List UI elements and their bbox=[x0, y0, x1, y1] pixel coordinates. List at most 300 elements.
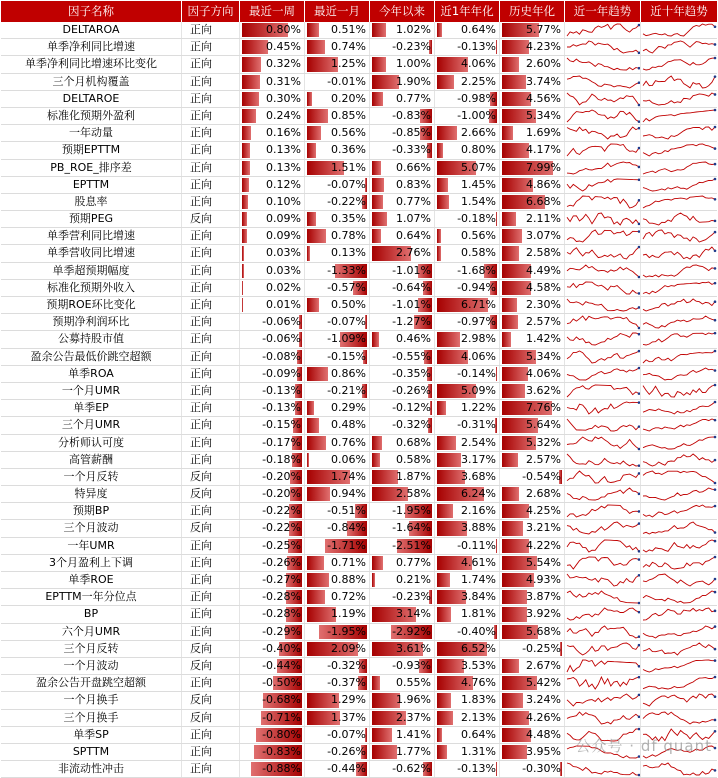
return-cell bbox=[240, 710, 305, 726]
factor-direction: 正向 bbox=[182, 331, 240, 347]
one-year-trend-sparkline bbox=[565, 538, 641, 554]
return-cell bbox=[370, 710, 435, 726]
return-value: -1.09% bbox=[327, 332, 366, 345]
return-cell bbox=[305, 469, 370, 485]
return-value: 5.77% bbox=[526, 23, 561, 36]
factor-name: 六个月UMR bbox=[1, 624, 182, 640]
return-cell bbox=[500, 228, 565, 244]
return-cell bbox=[370, 331, 435, 347]
one-year-trend-sparkline bbox=[565, 245, 641, 261]
return-cell bbox=[240, 572, 305, 588]
return-cell bbox=[370, 91, 435, 107]
return-cell bbox=[435, 280, 500, 296]
return-cell bbox=[305, 108, 370, 124]
return-value: 0.21% bbox=[396, 573, 431, 586]
return-value: 4.25% bbox=[526, 504, 561, 517]
factor-name: PB_ROE_排序差 bbox=[1, 160, 182, 176]
table-row bbox=[1, 56, 717, 73]
return-value: 5.34% bbox=[526, 109, 561, 122]
return-value: 2.68% bbox=[526, 487, 561, 500]
table-row bbox=[1, 486, 717, 503]
ten-year-trend-sparkline bbox=[641, 74, 717, 90]
factor-direction: 反向 bbox=[182, 211, 240, 227]
ten-year-trend-sparkline bbox=[641, 520, 717, 536]
return-value: 2.30% bbox=[526, 298, 561, 311]
return-cell bbox=[240, 486, 305, 502]
ten-year-trend-sparkline bbox=[641, 349, 717, 365]
table-row bbox=[1, 692, 717, 709]
return-cell bbox=[435, 314, 500, 330]
header-cell: 因子方向 bbox=[182, 1, 240, 22]
one-year-trend-sparkline bbox=[565, 761, 641, 777]
return-value: 2.58% bbox=[526, 246, 561, 259]
return-cell bbox=[370, 263, 435, 279]
return-cell bbox=[435, 297, 500, 313]
value-bar bbox=[307, 229, 326, 243]
return-cell bbox=[435, 417, 500, 433]
return-cell bbox=[240, 314, 305, 330]
return-value: -0.54% bbox=[522, 470, 561, 483]
factor-direction: 正向 bbox=[182, 91, 240, 107]
value-bar bbox=[437, 728, 442, 742]
return-cell bbox=[305, 39, 370, 55]
return-cell bbox=[500, 177, 565, 193]
return-cell bbox=[435, 160, 500, 176]
return-cell bbox=[500, 469, 565, 485]
return-cell bbox=[240, 641, 305, 657]
watermark: 公众号 · df quant bbox=[576, 735, 712, 756]
return-cell bbox=[305, 435, 370, 451]
return-cell bbox=[500, 108, 565, 124]
return-value: 0.64% bbox=[396, 229, 431, 242]
value-bar bbox=[502, 487, 519, 501]
return-value: 4.06% bbox=[461, 57, 496, 70]
value-bar bbox=[502, 521, 523, 535]
ten-year-trend-sparkline bbox=[641, 125, 717, 141]
factor-name: 特异度 bbox=[1, 486, 182, 502]
value-bar bbox=[437, 332, 460, 346]
return-cell bbox=[370, 572, 435, 588]
return-cell bbox=[240, 74, 305, 90]
factor-name: DELTAROA bbox=[1, 22, 182, 38]
return-value: -0.11% bbox=[457, 539, 496, 552]
return-value: -0.64% bbox=[392, 281, 431, 294]
factor-name: 单季ROA bbox=[1, 366, 182, 382]
return-value: -1.95% bbox=[327, 625, 366, 638]
return-cell bbox=[305, 606, 370, 622]
one-year-trend-sparkline bbox=[565, 606, 641, 622]
return-value: 5.54% bbox=[526, 556, 561, 569]
return-value: -0.85% bbox=[392, 126, 431, 139]
return-cell bbox=[240, 452, 305, 468]
return-cell bbox=[240, 108, 305, 124]
value-bar bbox=[307, 23, 319, 37]
return-value: 3.92% bbox=[526, 607, 561, 620]
factor-name: 一年UMR bbox=[1, 538, 182, 554]
return-value: 0.02% bbox=[266, 281, 301, 294]
return-cell bbox=[435, 366, 500, 382]
return-value: -0.23% bbox=[392, 590, 431, 603]
return-cell bbox=[370, 349, 435, 365]
return-value: 0.06% bbox=[331, 453, 366, 466]
factor-name: 一个月波动 bbox=[1, 658, 182, 674]
factor-name: 三个月换手 bbox=[1, 710, 182, 726]
value-bar bbox=[372, 556, 383, 570]
factor-direction: 正向 bbox=[182, 555, 240, 571]
ten-year-trend-sparkline bbox=[641, 400, 717, 416]
value-bar bbox=[502, 315, 518, 329]
return-value: 0.77% bbox=[396, 92, 431, 105]
return-value: -0.97% bbox=[457, 315, 496, 328]
return-value: 1.42% bbox=[526, 332, 561, 345]
factor-direction: 正向 bbox=[182, 228, 240, 244]
return-cell bbox=[240, 297, 305, 313]
return-value: 4.49% bbox=[526, 264, 561, 277]
return-value: -0.94% bbox=[457, 281, 496, 294]
table-row bbox=[1, 555, 717, 572]
factor-direction: 反向 bbox=[182, 486, 240, 502]
return-cell bbox=[370, 692, 435, 708]
return-value: 0.58% bbox=[461, 246, 496, 259]
return-value: 0.48% bbox=[331, 418, 366, 431]
return-value: -0.29% bbox=[262, 625, 301, 638]
return-cell bbox=[240, 727, 305, 743]
return-value: 1.45% bbox=[461, 178, 496, 191]
return-value: 0.56% bbox=[331, 126, 366, 139]
return-value: 6.24% bbox=[461, 487, 496, 500]
return-cell bbox=[500, 400, 565, 416]
return-cell bbox=[435, 486, 500, 502]
ten-year-trend-sparkline bbox=[641, 314, 717, 330]
return-cell bbox=[435, 245, 500, 261]
return-value: 3.17% bbox=[461, 453, 496, 466]
return-cell bbox=[240, 263, 305, 279]
return-value: -0.26% bbox=[327, 745, 366, 758]
return-value: 2.67% bbox=[526, 659, 561, 672]
table-header bbox=[1, 1, 717, 22]
one-year-trend-sparkline bbox=[565, 675, 641, 691]
ten-year-trend-sparkline bbox=[641, 263, 717, 279]
table-row bbox=[1, 349, 717, 366]
one-year-trend-sparkline bbox=[565, 435, 641, 451]
return-cell bbox=[435, 589, 500, 605]
value-bar bbox=[437, 745, 447, 759]
value-bar bbox=[496, 367, 497, 381]
value-bar bbox=[502, 367, 528, 381]
return-value: 4.06% bbox=[526, 367, 561, 380]
return-cell bbox=[370, 22, 435, 38]
ten-year-trend-sparkline bbox=[641, 572, 717, 588]
value-bar bbox=[307, 401, 314, 415]
ten-year-trend-sparkline bbox=[641, 692, 717, 708]
return-value: -0.50% bbox=[262, 676, 301, 689]
value-bar bbox=[437, 23, 442, 37]
return-value: 2.25% bbox=[461, 75, 496, 88]
value-bar bbox=[242, 109, 256, 123]
header-cell: 近十年趋势 bbox=[641, 1, 717, 22]
table-row bbox=[1, 675, 717, 692]
return-value: 3.88% bbox=[461, 521, 496, 534]
return-cell bbox=[240, 555, 305, 571]
return-value: -0.32% bbox=[392, 418, 431, 431]
value-bar bbox=[437, 178, 448, 192]
factor-direction: 正向 bbox=[182, 744, 240, 760]
factor-direction: 正向 bbox=[182, 142, 240, 158]
return-cell bbox=[435, 606, 500, 622]
return-cell bbox=[305, 194, 370, 210]
ten-year-trend-sparkline bbox=[641, 417, 717, 433]
return-value: -0.07% bbox=[327, 728, 366, 741]
table-body bbox=[1, 22, 717, 778]
ten-year-trend-sparkline bbox=[641, 56, 717, 72]
factor-direction: 反向 bbox=[182, 658, 240, 674]
return-cell bbox=[500, 658, 565, 674]
factor-direction: 正向 bbox=[182, 280, 240, 296]
return-value: 0.71% bbox=[331, 556, 366, 569]
ten-year-trend-sparkline bbox=[641, 641, 717, 657]
return-value: 0.55% bbox=[396, 676, 431, 689]
return-value: -1.27% bbox=[392, 315, 431, 328]
return-cell bbox=[500, 211, 565, 227]
return-value: 0.12% bbox=[266, 178, 301, 191]
return-value: -1.01% bbox=[392, 298, 431, 311]
return-cell bbox=[305, 641, 370, 657]
value-bar bbox=[372, 23, 386, 37]
return-value: -0.83% bbox=[262, 745, 301, 758]
factor-name: 单季EP bbox=[1, 400, 182, 416]
return-value: -0.31% bbox=[457, 418, 496, 431]
value-bar bbox=[307, 453, 309, 467]
one-year-trend-sparkline bbox=[565, 74, 641, 90]
value-bar bbox=[437, 126, 457, 140]
return-value: 6.52% bbox=[461, 642, 496, 655]
return-value: 4.26% bbox=[526, 711, 561, 724]
value-bar bbox=[496, 539, 497, 553]
table-row bbox=[1, 142, 717, 159]
return-value: 0.88% bbox=[331, 573, 366, 586]
factor-direction: 正向 bbox=[182, 727, 240, 743]
return-value: 2.60% bbox=[526, 57, 561, 70]
value-bar bbox=[242, 246, 244, 260]
value-bar bbox=[242, 195, 248, 209]
return-value: 4.56% bbox=[526, 92, 561, 105]
return-cell bbox=[500, 641, 565, 657]
ten-year-trend-sparkline bbox=[641, 245, 717, 261]
return-value: -0.12% bbox=[392, 401, 431, 414]
factor-direction: 正向 bbox=[182, 297, 240, 313]
factor-name: 预期净利润环比 bbox=[1, 314, 182, 330]
table-row bbox=[1, 194, 717, 211]
return-value: 1.77% bbox=[396, 745, 431, 758]
return-cell bbox=[305, 280, 370, 296]
value-bar bbox=[372, 332, 379, 346]
return-cell bbox=[305, 245, 370, 261]
factor-direction: 正向 bbox=[182, 160, 240, 176]
return-value: -0.22% bbox=[327, 195, 366, 208]
factor-name: 单季净利同比增速环比变化 bbox=[1, 56, 182, 72]
ten-year-trend-sparkline bbox=[641, 710, 717, 726]
table-row bbox=[1, 624, 717, 641]
return-value: 3.68% bbox=[461, 470, 496, 483]
return-value: -0.15% bbox=[327, 350, 366, 363]
ten-year-trend-sparkline bbox=[641, 228, 717, 244]
return-value: 3.95% bbox=[526, 745, 561, 758]
return-value: -1.68% bbox=[457, 264, 496, 277]
return-cell bbox=[305, 572, 370, 588]
return-value: -0.84% bbox=[327, 521, 366, 534]
factor-name: EPTTM一年分位点 bbox=[1, 589, 182, 605]
return-cell bbox=[305, 349, 370, 365]
return-value: 0.85% bbox=[331, 109, 366, 122]
value-bar bbox=[307, 92, 312, 106]
return-value: 0.03% bbox=[266, 264, 301, 277]
return-cell bbox=[305, 56, 370, 72]
return-cell bbox=[305, 417, 370, 433]
return-cell bbox=[305, 366, 370, 382]
value-bar bbox=[242, 178, 249, 192]
return-cell bbox=[500, 503, 565, 519]
return-cell bbox=[500, 160, 565, 176]
return-cell bbox=[435, 56, 500, 72]
return-cell bbox=[305, 228, 370, 244]
return-cell bbox=[370, 125, 435, 141]
return-cell bbox=[240, 280, 305, 296]
return-value: 3.61% bbox=[396, 642, 431, 655]
return-value: -0.23% bbox=[392, 40, 431, 53]
return-cell bbox=[500, 297, 565, 313]
ten-year-trend-sparkline bbox=[641, 142, 717, 158]
return-cell bbox=[435, 177, 500, 193]
factor-name: 单季ROE bbox=[1, 572, 182, 588]
return-value: -1.01% bbox=[392, 264, 431, 277]
return-cell bbox=[370, 39, 435, 55]
factor-direction: 正向 bbox=[182, 589, 240, 605]
value-bar bbox=[372, 92, 383, 106]
one-year-trend-sparkline bbox=[565, 624, 641, 640]
ten-year-trend-sparkline bbox=[641, 538, 717, 554]
return-cell bbox=[305, 177, 370, 193]
return-cell bbox=[240, 142, 305, 158]
return-value: -0.08% bbox=[262, 350, 301, 363]
table-row bbox=[1, 177, 717, 194]
return-cell bbox=[370, 606, 435, 622]
value-bar bbox=[372, 229, 381, 243]
factor-direction: 正向 bbox=[182, 675, 240, 691]
return-value: 0.66% bbox=[396, 161, 431, 174]
return-value: -0.26% bbox=[262, 556, 301, 569]
return-value: 3.14% bbox=[396, 607, 431, 620]
return-value: 1.74% bbox=[461, 573, 496, 586]
ten-year-trend-sparkline bbox=[641, 435, 717, 451]
return-value: -0.83% bbox=[392, 109, 431, 122]
return-cell bbox=[305, 486, 370, 502]
value-bar bbox=[242, 92, 259, 106]
return-value: -0.80% bbox=[262, 728, 301, 741]
table-row bbox=[1, 606, 717, 623]
return-cell bbox=[435, 572, 500, 588]
table-row bbox=[1, 538, 717, 555]
return-value: 0.31% bbox=[266, 75, 301, 88]
factor-name: 三个月波动 bbox=[1, 520, 182, 536]
table-row bbox=[1, 520, 717, 537]
return-cell bbox=[240, 211, 305, 227]
one-year-trend-sparkline bbox=[565, 469, 641, 485]
value-bar bbox=[502, 590, 527, 604]
table-row bbox=[1, 228, 717, 245]
return-cell bbox=[370, 469, 435, 485]
return-cell bbox=[305, 727, 370, 743]
return-cell bbox=[240, 589, 305, 605]
return-value: 1.19% bbox=[331, 607, 366, 620]
return-cell bbox=[240, 675, 305, 691]
factor-direction: 反向 bbox=[182, 692, 240, 708]
one-year-trend-sparkline bbox=[565, 572, 641, 588]
return-value: 4.17% bbox=[526, 143, 561, 156]
table-row bbox=[1, 469, 717, 486]
ten-year-trend-sparkline bbox=[641, 297, 717, 313]
table-row bbox=[1, 572, 717, 589]
ten-year-trend-sparkline bbox=[641, 108, 717, 124]
return-value: 4.61% bbox=[461, 556, 496, 569]
return-cell bbox=[435, 520, 500, 536]
return-value: -0.51% bbox=[327, 504, 366, 517]
table-row bbox=[1, 125, 717, 142]
factor-name: 非流动性冲击 bbox=[1, 761, 182, 777]
value-bar bbox=[242, 298, 243, 312]
value-bar bbox=[372, 212, 387, 226]
return-cell bbox=[435, 263, 500, 279]
one-year-trend-sparkline bbox=[565, 263, 641, 279]
table-row bbox=[1, 658, 717, 675]
return-cell bbox=[305, 503, 370, 519]
return-cell bbox=[305, 710, 370, 726]
one-year-trend-sparkline bbox=[565, 589, 641, 605]
value-bar bbox=[437, 607, 451, 621]
table-row bbox=[1, 641, 717, 658]
return-cell bbox=[240, 383, 305, 399]
table-row bbox=[1, 74, 717, 91]
one-year-trend-sparkline bbox=[565, 125, 641, 141]
factor-direction: 正向 bbox=[182, 263, 240, 279]
return-cell bbox=[435, 658, 500, 674]
return-value: -0.62% bbox=[392, 762, 431, 775]
value-bar bbox=[372, 161, 381, 175]
return-cell bbox=[500, 520, 565, 536]
return-cell bbox=[305, 297, 370, 313]
one-year-trend-sparkline bbox=[565, 366, 641, 382]
return-cell bbox=[305, 211, 370, 227]
return-value: 3.07% bbox=[526, 229, 561, 242]
factor-name: 单季净利同比增速 bbox=[1, 39, 182, 55]
return-cell bbox=[500, 435, 565, 451]
return-cell bbox=[305, 761, 370, 777]
factor-direction: 正向 bbox=[182, 761, 240, 777]
return-value: 5.32% bbox=[526, 436, 561, 449]
value-bar bbox=[242, 126, 251, 140]
return-cell bbox=[500, 675, 565, 691]
return-cell bbox=[500, 452, 565, 468]
value-bar bbox=[502, 212, 516, 226]
return-value: 0.80% bbox=[461, 143, 496, 156]
return-cell bbox=[305, 538, 370, 554]
return-cell bbox=[240, 194, 305, 210]
return-value: -0.13% bbox=[457, 40, 496, 53]
return-cell bbox=[500, 263, 565, 279]
value-bar bbox=[307, 590, 325, 604]
ten-year-trend-sparkline bbox=[641, 39, 717, 55]
value-bar bbox=[307, 487, 330, 501]
return-cell bbox=[370, 675, 435, 691]
